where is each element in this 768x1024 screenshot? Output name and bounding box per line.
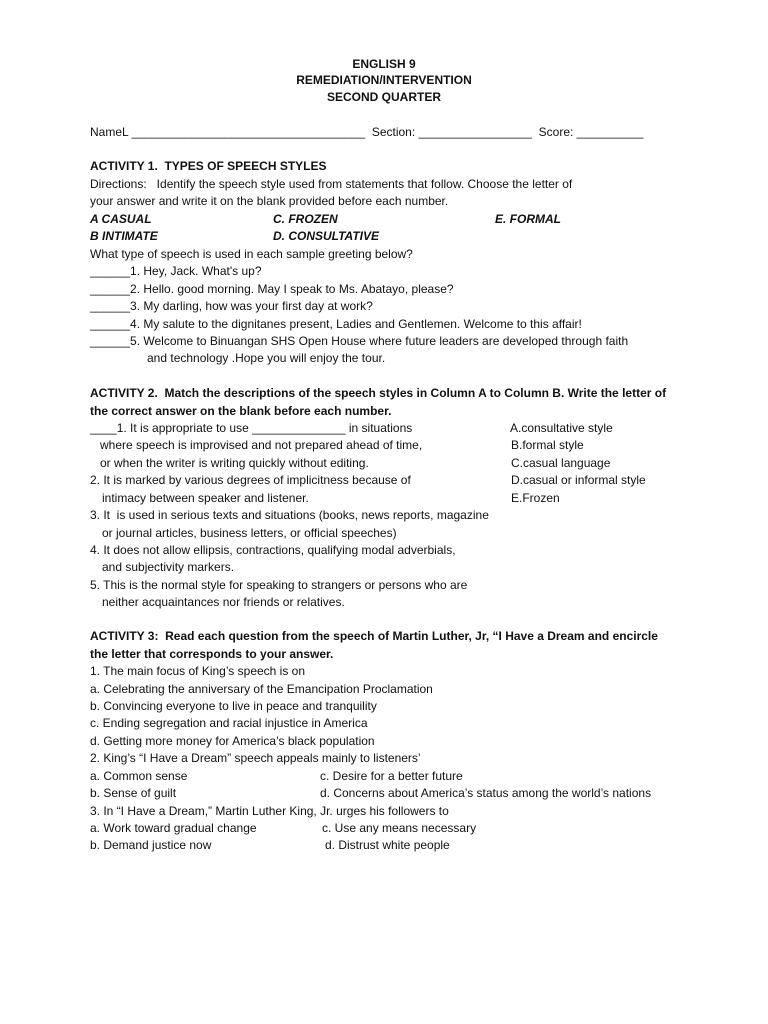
list-item: ______1. Hey, Jack. What's up? — [90, 264, 262, 278]
column-a-item: neither acquaintances nor friends or relatives. — [102, 595, 345, 609]
option: b. Sense of guilt — [90, 786, 177, 800]
column-a-item: 5. This is the normal style for speaking to strangers or persons who are — [90, 578, 468, 592]
doc-subtitle: REMEDIATION/INTERVENTION — [296, 73, 472, 87]
option: b. Demand justice now — [90, 838, 212, 852]
activity3-title: the letter that corresponds to your answer. — [90, 647, 334, 661]
option: b. Convincing everyone to live in peace and tranquility — [90, 699, 377, 713]
list-item: ______3. My darling, how was your first day at work? — [90, 299, 373, 313]
option: c. Desire for a better future — [320, 769, 463, 783]
list-item: ______2. Hello. good morning. May I speak to Ms. Abatayo, please? — [90, 282, 454, 296]
column-a-item: 3. It is used in serious texts and situations (books, news reports, magazine — [90, 508, 489, 522]
info-line: NameL ___________________________________ Section: _________________ Score: __________ — [90, 125, 644, 139]
choice-d: D. CONSULTATIVE — [273, 229, 379, 243]
activity2-title: ACTIVITY 2. Match the descriptions of the speech styles in Column A to Column B. Write the letter of — [90, 386, 667, 400]
column-a-item: or when the writer is writing quickly without editing. — [100, 456, 369, 470]
activity1-directions: Directions: Identify the speech style used from statements that follow. Choose the letter of — [90, 177, 573, 191]
doc-quarter: SECOND QUARTER — [326, 90, 441, 104]
choice-c: C. FROZEN — [273, 212, 338, 226]
option: d. Concerns about America’s status among the world’s nations — [320, 786, 652, 800]
activity1-title: ACTIVITY 1. TYPES OF SPEECH STYLES — [90, 159, 327, 173]
doc-title: ENGLISH 9 — [352, 57, 416, 71]
list-item: and technology .Hope you will enjoy the tour. — [147, 351, 386, 365]
option: a. Celebrating the anniversary of the Emancipation Proclamation — [90, 682, 433, 696]
column-a-item: 2. It is marked by various degrees of implicitness because of — [90, 473, 411, 487]
column-a-item: and subjectivity markers. — [102, 560, 235, 574]
column-b-item: A.consultative style — [510, 421, 613, 435]
choice-e: E. FORMAL — [495, 212, 561, 226]
column-b-item: E.Frozen — [511, 491, 560, 505]
question: 1. The main focus of King’s speech is on — [90, 664, 306, 678]
option: c. Ending segregation and racial injustice in America — [90, 716, 368, 730]
list-item: ______4. My salute to the dignitanes present, Ladies and Gentlemen. Welcome to this affair! — [90, 317, 582, 331]
option: d. Getting more money for America’s black population — [90, 734, 375, 748]
activity1-question: What type of speech is used in each sample greeting below? — [90, 247, 413, 261]
column-b-item: C.casual language — [511, 456, 611, 470]
column-b-item: D.casual or informal style — [511, 473, 646, 487]
option: a. Work toward gradual change — [90, 821, 257, 835]
activity3-title: ACTIVITY 3: Read each question from the speech of Martin Luther, Jr, “I Have a Dream and encircle — [90, 629, 658, 643]
option: c. Use any means necessary — [322, 821, 477, 835]
option: d. Distrust white people — [325, 838, 450, 852]
column-a-item: where speech is improvised and not prepared ahead of time, — [100, 438, 423, 452]
list-item: ______5. Welcome to Binuangan SHS Open House where future leaders are developed through faith — [90, 334, 629, 348]
activity2-title: the correct answer on the blank before each number. — [90, 404, 392, 418]
activity1-directions: your answer and write it on the blank provided before each number. — [90, 194, 449, 208]
column-a-item: intimacy between speaker and listener. — [102, 491, 309, 505]
question: 2. King’s “I Have a Dream” speech appeals mainly to listeners’ — [90, 751, 421, 765]
option: a. Common sense — [90, 769, 188, 783]
question: 3. In “I Have a Dream,” Martin Luther King, Jr. urges his followers to — [90, 804, 449, 818]
column-a-item: or journal articles, business letters, or official speeches) — [102, 526, 397, 540]
column-a-item: ____1. It is appropriate to use ______________ in situations — [90, 421, 413, 435]
choice-a: A CASUAL — [90, 212, 152, 226]
choice-b: B INTIMATE — [90, 229, 158, 243]
column-b-item: B.formal style — [511, 438, 584, 452]
column-a-item: 4. It does not allow ellipsis, contractions, qualifying modal adverbials, — [90, 543, 456, 557]
